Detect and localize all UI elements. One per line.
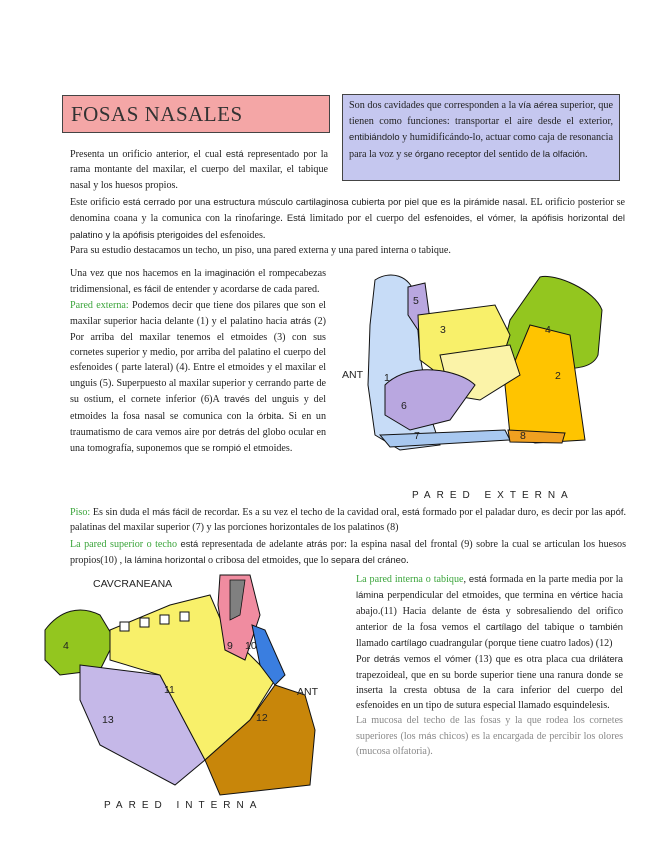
definition-text: del sentido de	[481, 148, 543, 160]
page-title: FOSAS NASALES	[62, 95, 330, 133]
bone-6-cornete-inferior	[385, 370, 475, 430]
text: del esfenoides.	[202, 229, 266, 241]
keyword: apóf	[605, 506, 624, 517]
num-2: 2	[555, 370, 561, 382]
text: de entender y acordarse de cada pared.	[160, 284, 320, 296]
text: del unguis y del etmoides la fosa nasal se comunica con la	[70, 394, 327, 422]
keyword: rompió	[212, 442, 242, 454]
ant-label-externa: ANT	[342, 369, 363, 381]
keyword: está	[180, 537, 199, 549]
section-label: La pared interna o tabique	[356, 574, 464, 585]
keyword: cartílago	[391, 637, 428, 649]
num-11: 11	[164, 684, 175, 696]
section-label: La pared superior o techo	[70, 538, 177, 550]
num-6: 6	[401, 400, 407, 412]
definition-keyword: vía aérea	[518, 99, 558, 110]
keyword: detrás	[373, 653, 400, 665]
text: .	[406, 555, 409, 567]
text: por: la espina nasal del frontal (9) sobre la cual se articulan los huesos propios(10) ,	[70, 538, 626, 567]
keyword: está	[468, 573, 487, 584]
text: del globo ocular en una tomografía, suponemos que se	[70, 427, 326, 455]
orificios-paragraph	[70, 194, 625, 259]
keyword: atrás	[306, 537, 328, 549]
text: Este orificio	[70, 197, 123, 208]
section-label: Piso:	[70, 507, 91, 518]
num-8: 8	[520, 430, 526, 442]
definition-text: y humidificándo-lo, actuar como caja de resonancia para la voz y se	[349, 132, 613, 160]
text: Es sin duda el	[90, 507, 153, 518]
num-4: 4	[545, 324, 551, 336]
text: representado por la rama montante del maxilar, el cuerpo del maxilar, el tabique nasal y los huesos propios.	[70, 149, 328, 191]
keyword: separa del cráneo	[331, 554, 407, 566]
keyword: cartílago	[485, 621, 522, 633]
pared-externa-figure	[330, 265, 630, 510]
text: llamado	[356, 638, 392, 650]
text: y sobresaliendo del orifico anterior de la fosa vemos el	[356, 606, 623, 634]
keyword: está cerrado por una estructura músculo cartilaginosa cubierta por piel que es la pirámide nasal	[122, 196, 525, 207]
keyword: también	[589, 621, 623, 633]
num-1: 1	[384, 372, 390, 384]
definition-keyword: órgano receptor	[414, 147, 482, 159]
keyword: esfenoides, el vómer, la apófisis horizontal del palatino y la apófisis pterigoides	[70, 212, 625, 240]
cav-craneana-label: CAVCRANEANA	[93, 578, 173, 590]
keyword: imaginación	[204, 267, 255, 278]
text: Por	[356, 654, 374, 666]
text: vemos el	[399, 654, 446, 666]
pared-interna-text	[356, 571, 623, 759]
text: limitado por el cuerpo del	[305, 213, 425, 225]
text: el etmoides.	[241, 443, 293, 455]
text: cuadrangular (porque tiene cuatro lados) (12)	[427, 638, 613, 650]
num-13: 13	[102, 714, 114, 726]
definition-text: superior, que tienen como funciones: transportar el aire desde el exterior,	[349, 100, 614, 127]
keyword: más	[418, 729, 437, 741]
definition-box	[342, 94, 620, 181]
text: . palatinas del maxilar superior (7) y las porciones horizontales de los palatinos (8)	[70, 507, 626, 534]
text: trapezoideal, que en su borde superior tiene una ranura donde se inserta la cresta obtusa de la cara inferior del cuerpo del esfenoides en un tipo de sutura especial llamado esquindelesis.	[356, 669, 623, 711]
text: ,	[463, 574, 469, 585]
text: Podemos decir que tiene dos pilares que son el maxilar superior hacia delante (1) y el palatino hacia	[70, 299, 326, 328]
keyword: fácil	[144, 283, 161, 295]
num-5: 5	[413, 295, 419, 307]
num-10: 10	[245, 640, 257, 652]
intro-paragraph	[70, 146, 328, 193]
text: el rompecabezas tridimensional, es	[70, 268, 326, 296]
text: representada de adelante	[198, 538, 307, 550]
text: o cribosa del etmoides, que lo	[205, 555, 332, 567]
definition-keyword: la olfación	[542, 147, 586, 159]
text: formada en la parte media por la	[486, 574, 623, 585]
text: formado por el paladar duro, es decir por las	[419, 507, 606, 518]
text: de recordar. Es a su vez el techo de la cavidad oral,	[189, 507, 403, 518]
piso-techo-paragraph	[70, 504, 626, 569]
text: . EL orificio posterior se denomina coana y la comunica con la rinofaringe.	[70, 197, 625, 225]
num-12: 12	[256, 712, 268, 724]
text: chicos) es la encargada de percibir los olores (mucosa olfatoria).	[356, 730, 624, 758]
definition-text: Son dos cavidades que corresponden a la	[349, 100, 519, 111]
figure-caption-interna: PARED INTERNA	[104, 800, 263, 811]
num-4-interna: 4	[63, 640, 69, 652]
section-label: Pared externa:	[70, 299, 129, 311]
text: La mucosa del techo de las fosas y la que rodea los cornetes superiores (los	[356, 714, 623, 742]
text: Una vez que nos hacemos en la	[70, 268, 205, 279]
ant-label-interna: ANT	[297, 686, 318, 698]
pared-interna-figure	[40, 570, 340, 810]
num-9: 9	[227, 640, 233, 652]
text: (13) que es otra placa cua	[471, 654, 590, 666]
text: hacia abajo.(11) Hacia delante de	[356, 590, 623, 618]
text: (2) Por arriba del maxilar tenemos el etmoides (3) con sus cornetes superior y medio, por arriba del palatino el cuerpo del esfenoides ( parte lateral) (4). Entre el etmoides y el maxilar el unguis (5). Superpuesto al maxilar superior y cerrando parte de su ostium, el cornete inferior (6)A	[70, 316, 326, 406]
pared-externa-text	[70, 265, 326, 457]
keyword: detrás	[218, 426, 245, 438]
keyword: ésta	[482, 605, 500, 617]
num-3: 3	[440, 324, 446, 336]
keyword: la lámina horizontal	[124, 554, 206, 566]
keyword: órbita	[258, 409, 282, 421]
text: perpendicular del etmoides, que termina en	[383, 590, 571, 602]
keyword: vértice	[570, 589, 599, 601]
keyword: está	[225, 148, 244, 159]
keyword: Está	[286, 212, 306, 224]
text: Para su estudio destacamos un techo, un piso, una pared externa y una pared interna o tabique.	[70, 245, 451, 257]
text: . Si en un traumatismo de cara vemos aire por	[70, 410, 326, 439]
cribiform-hole	[180, 612, 189, 621]
cribiform-hole	[160, 615, 169, 624]
figure-caption-externa: PARED EXTERNA	[412, 490, 574, 501]
keyword: vómer	[445, 653, 472, 665]
definition-keyword: entibiándolo	[349, 131, 400, 142]
definition-text: .	[585, 148, 588, 160]
keyword: drilátera	[589, 653, 623, 665]
cribiform-hole	[140, 618, 149, 627]
keyword: atrás	[290, 315, 312, 327]
keyword: más fácil	[152, 506, 190, 517]
keyword: través	[224, 393, 250, 405]
keyword: está	[402, 506, 420, 517]
text: del tabique o	[521, 622, 590, 634]
cribiform-hole	[120, 622, 129, 631]
num-7: 7	[414, 430, 420, 442]
text: Presenta un orificio anterior, el cual	[70, 149, 226, 160]
keyword: lámina	[356, 589, 384, 601]
